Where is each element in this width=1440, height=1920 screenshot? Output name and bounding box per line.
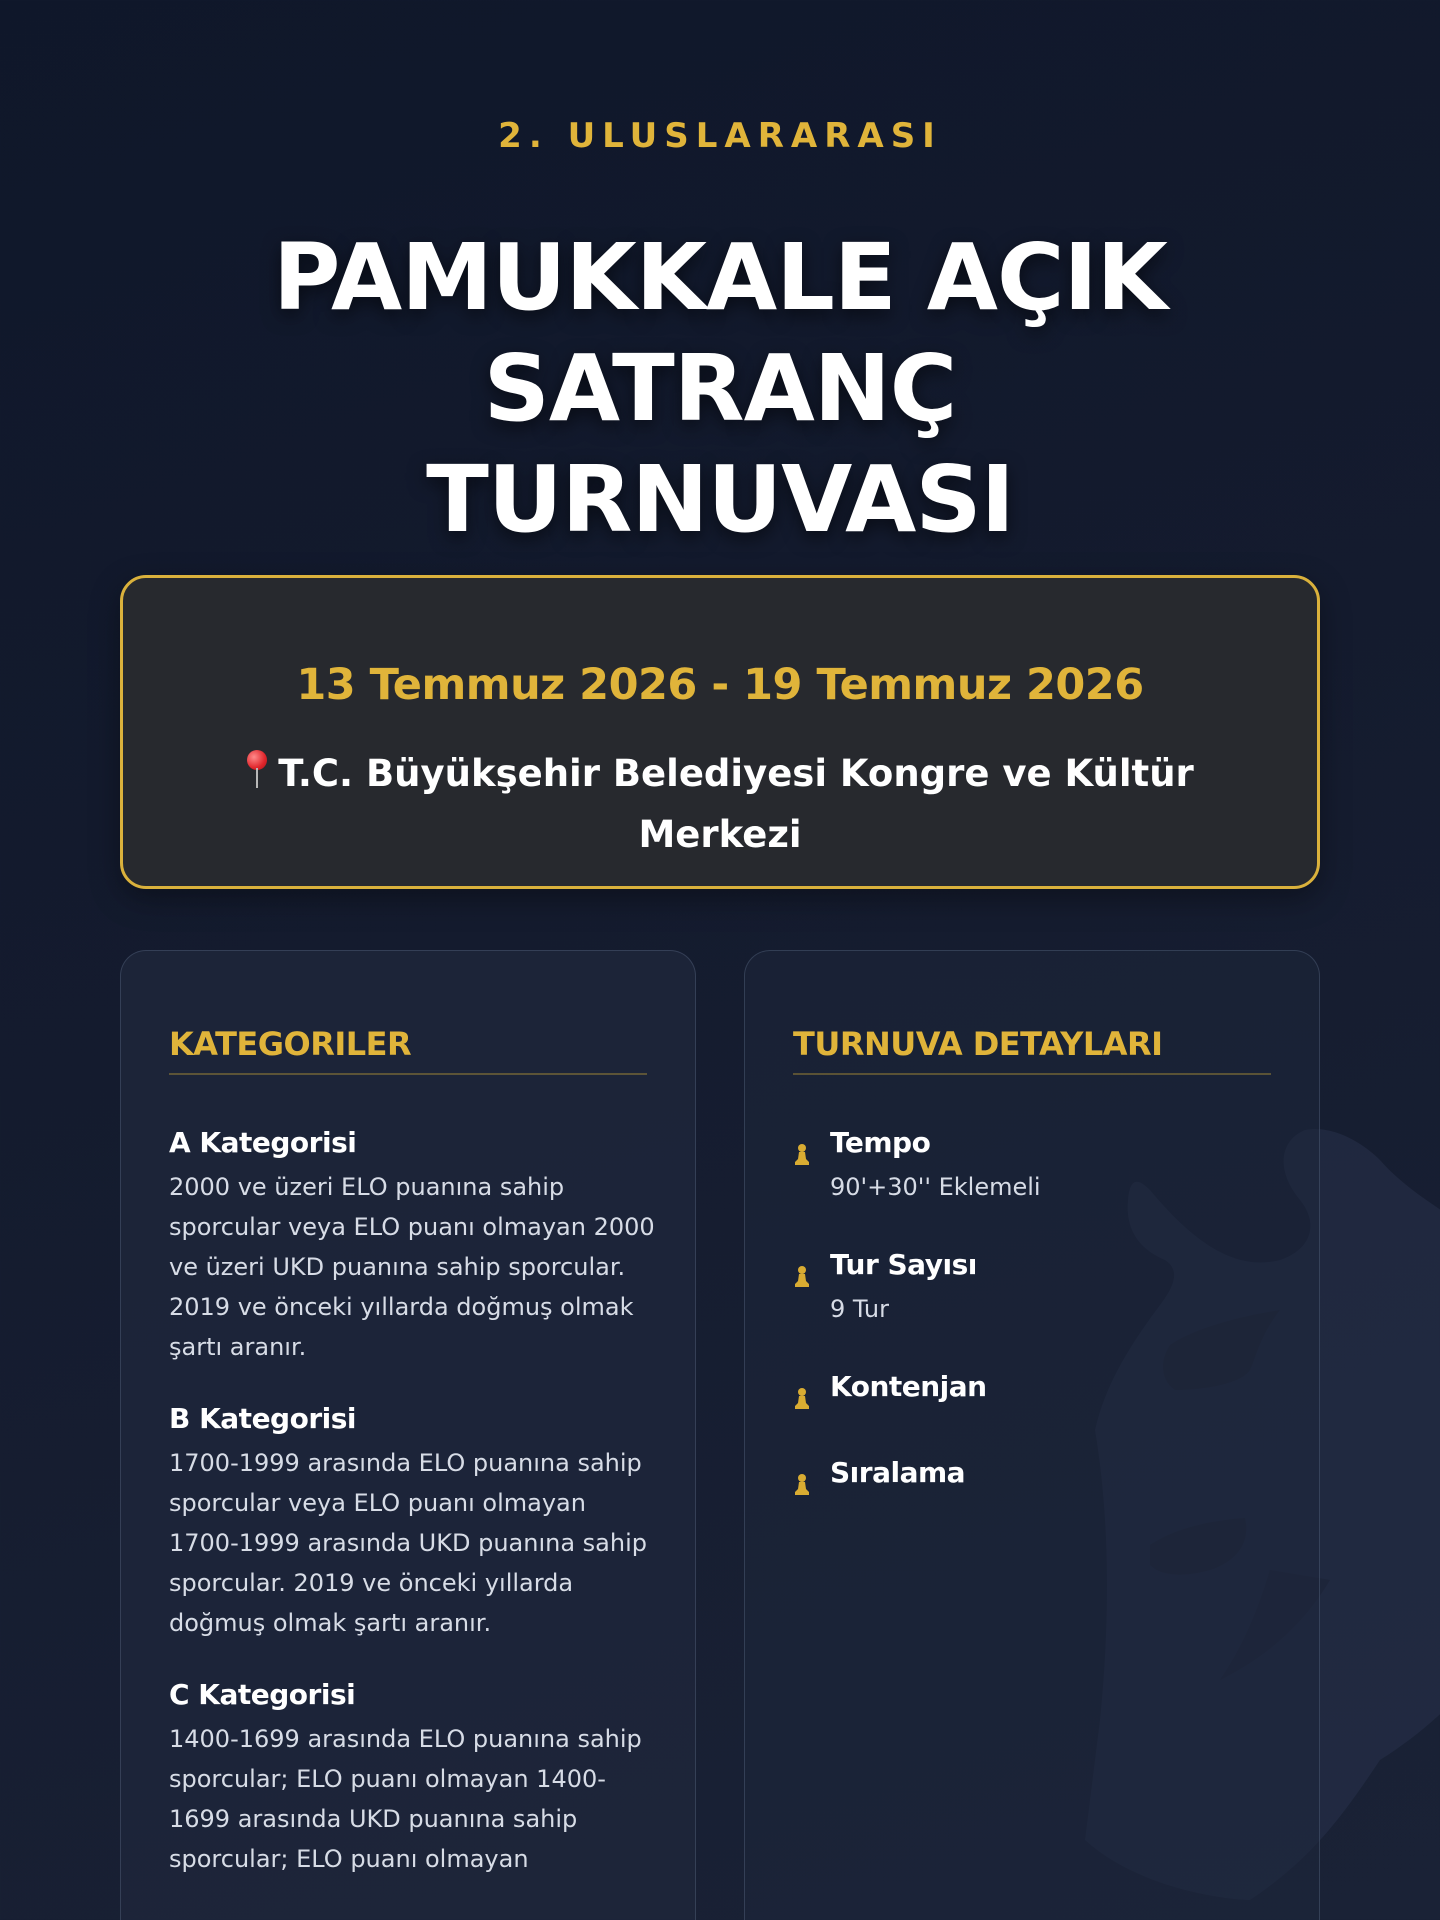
event-info-box xyxy=(120,575,1320,889)
detail-value: 90'+30'' Eklemeli xyxy=(830,1173,1041,1201)
event-venue xyxy=(203,743,1237,865)
category-description: 1700-1999 arasında ELO puanına sahip sporcular veya ELO puanı olmayan 1700-1999 arasında UKD puanına sahip sporcular. 2019 ve önceki yıllarda doğmuş olmak şartı aranır. xyxy=(169,1449,647,1637)
pawn-icon xyxy=(793,1265,811,1287)
pawn-icon xyxy=(793,1473,811,1495)
page-title xyxy=(0,222,1440,555)
detail-item-rounds xyxy=(793,1245,1279,1329)
tournament-details-card xyxy=(744,950,1320,1920)
category-title: B Kategorisi xyxy=(169,1402,357,1435)
category-item-b xyxy=(169,1399,655,1643)
detail-title: Tempo xyxy=(830,1126,931,1159)
pawn-icon xyxy=(793,1143,811,1165)
detail-title: Tur Sayısı xyxy=(830,1248,977,1281)
venue-label: T.C. Büyükşehir Belediyesi Kongre ve Kültür Merkezi xyxy=(278,752,1194,856)
title-line-3: TURNUVASI xyxy=(426,446,1014,553)
title-line-2: SATRANÇ xyxy=(483,335,957,442)
category-list xyxy=(169,1123,655,1911)
category-description: 1400-1699 arasında ELO puanına sahip sporcular; ELO puanı olmayan 1400-1699 arasında UKD puanına sahip sporcular; ELO puanı olmayan xyxy=(169,1725,642,1873)
category-title: A Kategorisi xyxy=(169,1126,357,1159)
categories-heading: KATEGORILER xyxy=(169,1025,647,1075)
edition-label: 2. ULUSLARARASI xyxy=(498,116,942,156)
detail-title: Sıralama xyxy=(830,1456,966,1489)
detail-list xyxy=(793,1123,1279,1539)
title-line-1: PAMUKKALE AÇIK xyxy=(273,224,1167,331)
categories-card xyxy=(120,950,696,1920)
category-description: 2000 ve üzeri ELO puanına sahip sporcular veya ELO puanı olmayan 2000 ve üzeri UKD puanına sahip sporcular. 2019 ve önceki yıllarda doğmuş olmak şartı aranır. xyxy=(169,1173,655,1361)
category-title: C Kategorisi xyxy=(169,1678,356,1711)
category-item-c xyxy=(169,1675,655,1879)
detail-value: 9 Tur xyxy=(830,1295,889,1323)
detail-title: Kontenjan xyxy=(830,1370,987,1403)
details-heading: TURNUVA DETAYLARI xyxy=(793,1025,1271,1075)
detail-item-quota xyxy=(793,1367,1279,1407)
pawn-icon xyxy=(793,1387,811,1409)
event-date-range: 13 Temmuz 2026 - 19 Temmuz 2026 xyxy=(296,660,1144,710)
detail-item-ranking xyxy=(793,1453,1279,1493)
detail-item-tempo xyxy=(793,1123,1279,1207)
category-item-a xyxy=(169,1123,655,1367)
pin-icon xyxy=(246,750,268,790)
